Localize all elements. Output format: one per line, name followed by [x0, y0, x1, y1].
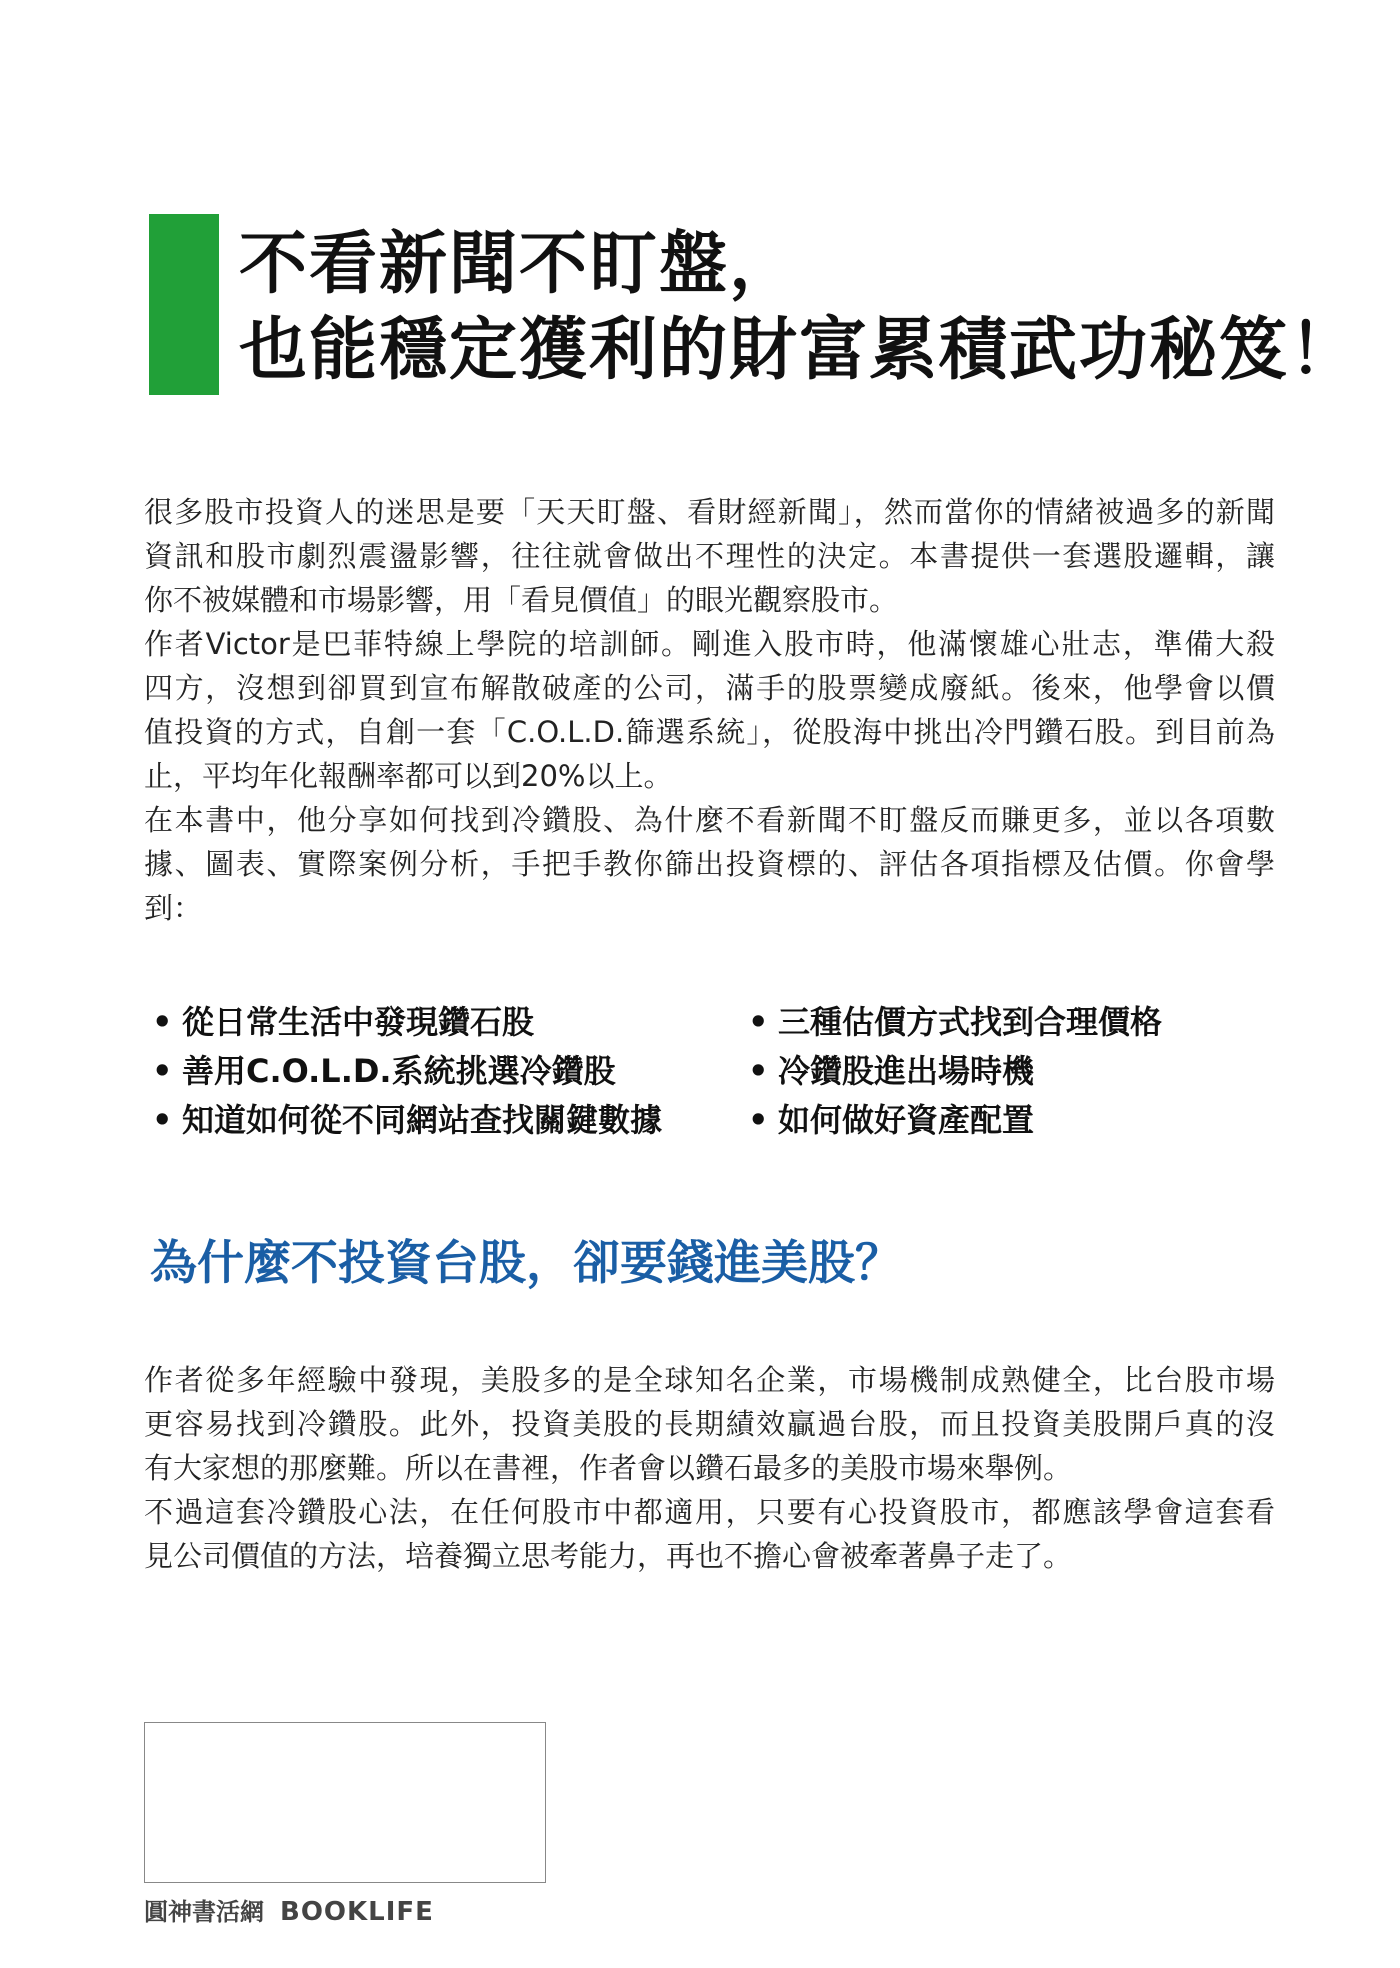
section-text — [144, 1358, 1275, 1578]
page-title — [239, 222, 1359, 394]
text-line: 到： — [144, 891, 203, 925]
text-line: 有大家想的那麼難。所以在書裡，作者會以鑽石最多的美股市場來舉例。 — [144, 1451, 1073, 1485]
bullet-item: • 冷鑽股進出場時機 — [748, 1047, 1162, 1096]
text-line: 不過這套冷鑽股心法，在任何股市中都適用，只要有心投資股市，都應該學會這套看 — [144, 1495, 1275, 1529]
bullet-item: • 知道如何從不同網站查找關鍵數據 — [152, 1096, 662, 1145]
text-line: 止，平均年化報酬率都可以到20%以上。 — [144, 759, 673, 793]
text-line: 四方，沒想到卻買到宣布解散破產的公司，滿手的股票變成廢紙。後來，他學會以價 — [144, 671, 1275, 705]
logo-en: BOOKLIFE — [280, 1897, 434, 1927]
section-heading: 為什麼不投資台股，卻要錢進美股？ — [150, 1236, 902, 1291]
barcode-placeholder-box — [144, 1722, 546, 1883]
text-line: 作者Victor是巴菲特線上學院的培訓師。剛進入股市時，他滿懷雄心壯志，準備大殺 — [144, 627, 1275, 661]
text-line: 作者從多年經驗中發現，美股多的是全球知名企業，市場機制成熟健全，比台股市場 — [144, 1363, 1275, 1397]
title-line: 不看新聞不盯盤， — [239, 225, 800, 304]
green-accent-bar — [149, 214, 219, 395]
intro-text — [144, 490, 1275, 930]
publisher-logo — [144, 1892, 434, 1927]
text-line: 在本書中，他分享如何找到冷鑽股、為什麼不看新聞不盯盤反而賺更多，並以各項數 — [144, 803, 1275, 837]
bullet-list-right — [748, 998, 1162, 1145]
bullet-item: • 如何做好資產配置 — [748, 1096, 1162, 1145]
text-line: 你不被媒體和市場影響，用「看見價值」的眼光觀察股市。 — [144, 583, 899, 617]
text-line: 見公司價值的方法，培養獨立思考能力，再也不擔心會被牽著鼻子走了。 — [144, 1539, 1073, 1573]
text-line: 更容易找到冷鑽股。此外，投資美股的長期績效贏過台股，而且投資美股開戶真的沒 — [144, 1407, 1275, 1441]
logo-zh: 圓神書活網 — [144, 1898, 264, 1926]
title-line: 也能穩定獲利的財富累積武功秘笈！ — [239, 311, 1360, 390]
bullet-item: • 從日常生活中發現鑽石股 — [152, 998, 662, 1047]
text-line: 據、圖表、實際案例分析，手把手教你篩出投資標的、評估各項指標及估價。你會學 — [144, 847, 1275, 881]
bullet-list-left — [152, 998, 662, 1145]
text-line: 很多股市投資人的迷思是要「天天盯盤、看財經新聞」，然而當你的情緒被過多的新聞 — [144, 495, 1275, 529]
text-line: 值投資的方式，自創一套「C.O.L.D.篩選系統」，從股海中挑出冷門鑽石股。到目前為 — [144, 715, 1275, 749]
text-line: 資訊和股市劇烈震盪影響，往往就會做出不理性的決定。本書提供一套選股邏輯，讓 — [144, 539, 1275, 573]
bullet-item: • 三種估價方式找到合理價格 — [748, 998, 1162, 1047]
bullet-item: • 善用C.O.L.D.系統挑選冷鑽股 — [152, 1047, 662, 1096]
